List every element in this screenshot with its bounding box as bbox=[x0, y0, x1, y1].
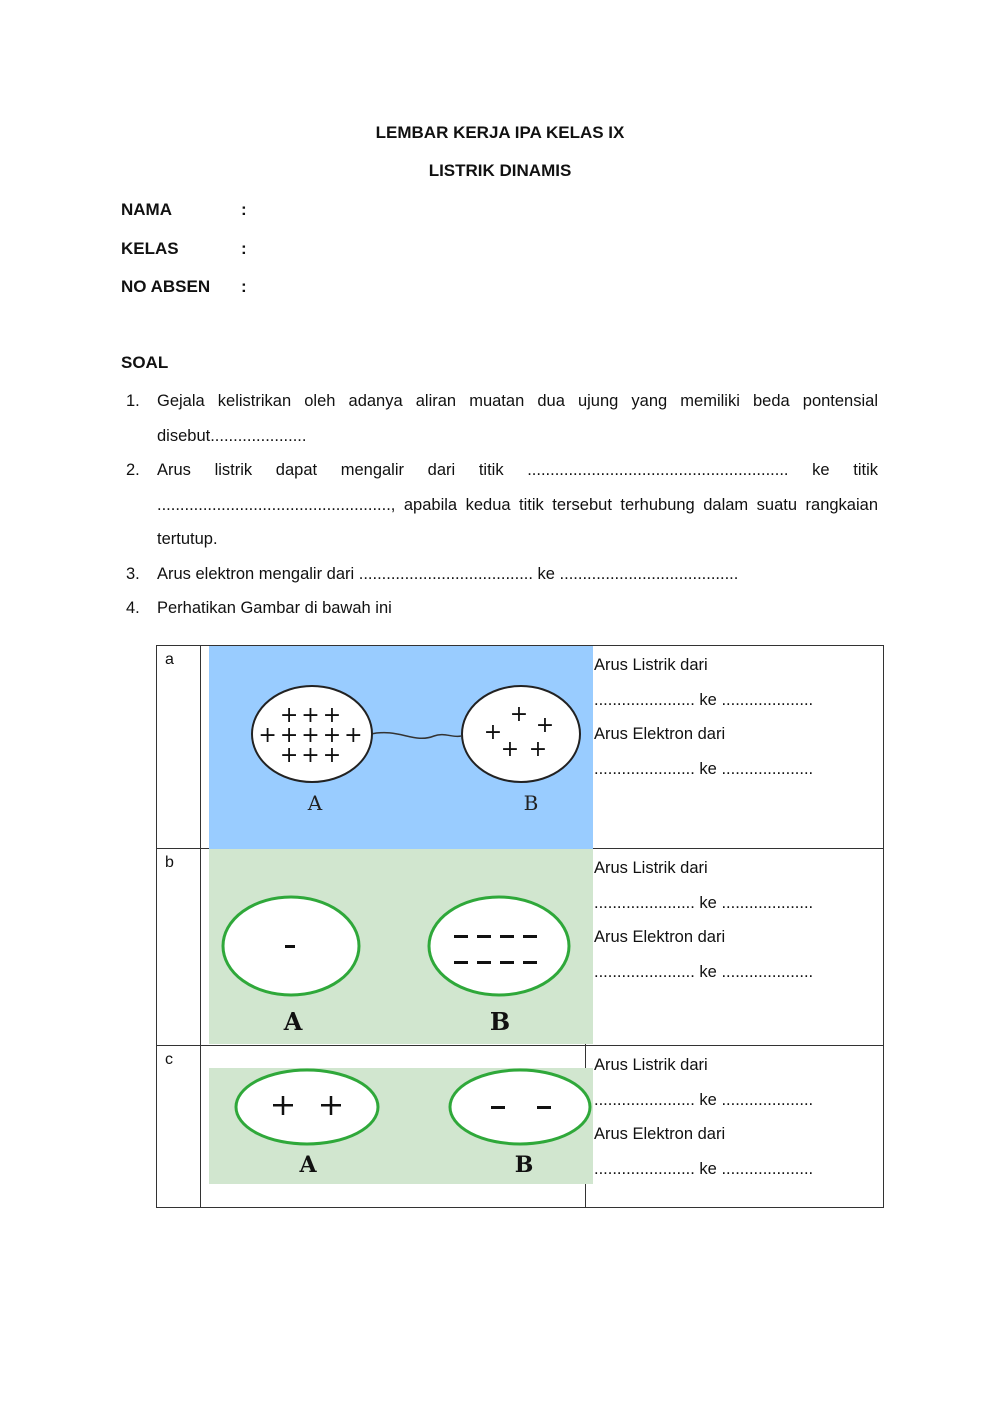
class-label: KELAS bbox=[121, 239, 179, 258]
answer-line[interactable]: ...................... ke .................... bbox=[594, 962, 814, 981]
charge-mark: + bbox=[483, 720, 503, 745]
charge-row: +++ bbox=[279, 743, 345, 768]
sphere-a-label: A bbox=[283, 1007, 303, 1036]
sphere-b-label: B bbox=[514, 1152, 534, 1178]
figure-cell bbox=[201, 1046, 586, 1208]
charge-mark: + bbox=[535, 713, 555, 738]
sphere-b bbox=[429, 897, 569, 995]
answer-line[interactable]: ...................... ke .................... bbox=[594, 759, 814, 778]
answer-line: Arus Listrik dari bbox=[594, 1056, 708, 1074]
figure-cell bbox=[201, 646, 586, 849]
answer-line[interactable]: ...................... ke .................... bbox=[594, 1090, 814, 1109]
sphere-a bbox=[236, 1070, 378, 1144]
figure-table bbox=[156, 645, 884, 1208]
charged-spheres-figure-a bbox=[209, 646, 594, 849]
question-2 bbox=[126, 453, 878, 557]
class-colon: : bbox=[241, 239, 247, 258]
sphere-b-label: B bbox=[523, 791, 539, 815]
question-number: 1. bbox=[126, 392, 140, 410]
absent-number-field bbox=[121, 277, 247, 297]
worksheet-title: LEMBAR KERJA IPA KELAS IX bbox=[375, 123, 625, 142]
row-letter: c bbox=[157, 1046, 201, 1208]
answer-line: Arus Elektron dari bbox=[594, 1125, 726, 1143]
sphere-a-label: A bbox=[299, 1152, 317, 1178]
table-row-b bbox=[157, 849, 884, 1046]
question-number: 4. bbox=[126, 599, 140, 617]
row-letter: b bbox=[157, 849, 201, 1046]
answer-line[interactable]: ...................... ke .................... bbox=[594, 1159, 814, 1178]
charge-mark bbox=[523, 961, 537, 964]
name-colon: : bbox=[241, 200, 247, 219]
charge-mark bbox=[285, 945, 295, 948]
worksheet-subtitle: LISTRIK DINAMIS bbox=[428, 161, 572, 180]
absent-number-label: NO ABSEN bbox=[121, 277, 211, 296]
charge-mark bbox=[454, 935, 468, 938]
question-line: Arus elektron mengalir dari ...................................... ke ....................................... bbox=[157, 565, 739, 583]
charge-mark: + bbox=[500, 737, 520, 762]
question-1 bbox=[126, 384, 878, 453]
charged-spheres-figure-b bbox=[209, 849, 594, 1046]
charge-mark bbox=[477, 935, 491, 938]
answer-line[interactable]: ...................... ke .................... bbox=[594, 893, 814, 912]
charge-mark bbox=[330, 1096, 333, 1115]
charge-mark: + bbox=[528, 737, 548, 762]
row-letter: a bbox=[157, 646, 201, 849]
charge-mark bbox=[500, 935, 514, 938]
answer-line: Arus Elektron dari bbox=[594, 928, 726, 946]
charge-mark bbox=[537, 1106, 551, 1109]
name-field bbox=[121, 200, 247, 220]
answer-line: Arus Listrik dari bbox=[594, 859, 708, 877]
table-row-c bbox=[157, 1046, 884, 1208]
sphere-b bbox=[462, 686, 580, 782]
question-number: 3. bbox=[126, 565, 140, 583]
question-line: disebut..................... bbox=[157, 426, 307, 445]
question-line: ..................................................., apabila kedua titik tersebut terhubung dalam suatu rangkaian bbox=[157, 495, 878, 514]
charge-mark bbox=[477, 961, 491, 964]
charged-spheres-figure-c bbox=[209, 1046, 594, 1208]
sphere-b-label: B bbox=[489, 1007, 511, 1036]
answer-line: Arus Elektron dari bbox=[594, 725, 726, 743]
answer-cell bbox=[586, 1046, 884, 1208]
class-field bbox=[121, 239, 247, 259]
answer-cell bbox=[586, 849, 884, 1046]
table-row-a bbox=[157, 646, 884, 849]
name-label: NAMA bbox=[121, 200, 172, 219]
question-line: Perhatikan Gambar di bawah ini bbox=[157, 599, 392, 617]
charge-mark bbox=[523, 935, 537, 938]
answer-cell bbox=[586, 646, 884, 849]
charge-mark bbox=[500, 961, 514, 964]
charge-row: +++ bbox=[279, 703, 345, 728]
question-3 bbox=[126, 557, 878, 592]
answer-line: Arus Listrik dari bbox=[594, 656, 708, 674]
question-line: Arus listrik dapat mengalir dari titik ......................................................... ke titik bbox=[157, 461, 878, 479]
charge-mark bbox=[454, 961, 468, 964]
soal-heading: SOAL bbox=[121, 353, 169, 372]
absent-number-colon: : bbox=[241, 277, 247, 296]
answer-line[interactable]: ...................... ke .................... bbox=[594, 690, 814, 709]
charge-mark bbox=[491, 1106, 505, 1109]
question-line: Gejala kelistrikan oleh adanya aliran muatan dua ujung yang memiliki beda pontensial bbox=[157, 392, 878, 410]
charge-row: +++++ bbox=[258, 723, 366, 748]
question-4 bbox=[126, 591, 878, 626]
charge-mark bbox=[282, 1096, 285, 1115]
question-line: tertutup. bbox=[157, 530, 218, 548]
charge-mark: + bbox=[509, 702, 529, 727]
sphere-a-label: A bbox=[307, 791, 323, 815]
question-number: 2. bbox=[126, 461, 140, 479]
sphere-b bbox=[450, 1070, 590, 1144]
figure-cell bbox=[201, 849, 586, 1046]
